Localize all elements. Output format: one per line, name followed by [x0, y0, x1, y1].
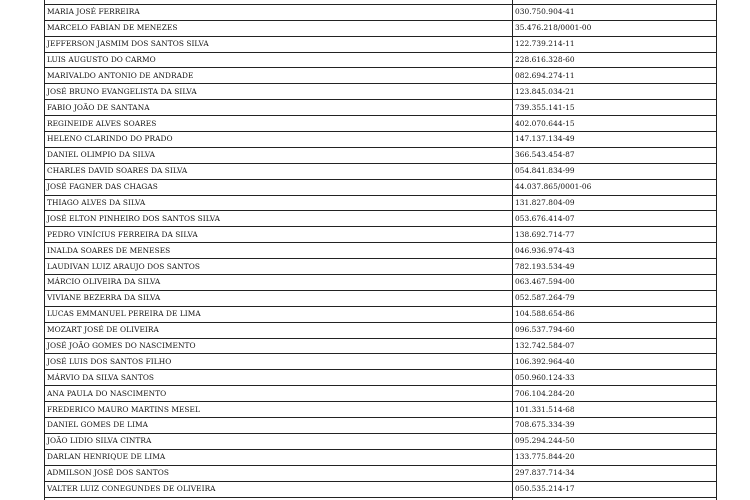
table-row [45, 338, 717, 354]
table-row [45, 402, 717, 418]
document-number-cell: 101.331.514-68 [513, 402, 717, 418]
table-row [45, 132, 717, 148]
document-number-cell: 708.675.334-39 [513, 418, 717, 434]
table-row [45, 100, 717, 116]
document-number-cell: 782.193.534-49 [513, 259, 717, 275]
person-name-cell: JOÃO LIDIO SILVA CINTRA [45, 433, 513, 449]
document-number-cell: 104.588.654-86 [513, 306, 717, 322]
table-row [45, 227, 717, 243]
person-name-cell: LAUDIVAN LUIZ ARAUJO DOS SANTOS [45, 259, 513, 275]
person-name-cell: VALTER LUIZ CONEGUNDES DE OLIVEIRA [45, 481, 513, 497]
table-row [45, 84, 717, 100]
table-row [45, 195, 717, 211]
document-number-cell: 739.355.141-15 [513, 100, 717, 116]
records-table-body [45, 0, 717, 500]
person-name-cell: HELENO CLARINDO DO PRADO [45, 132, 513, 148]
table-row [45, 211, 717, 227]
table-row [45, 306, 717, 322]
table-row [45, 290, 717, 306]
table-row [45, 386, 717, 402]
table-row [45, 163, 717, 179]
table-row [45, 275, 717, 291]
document-number-cell: 133.775.844-20 [513, 449, 717, 465]
document-number-cell: 228.616.328-60 [513, 52, 717, 68]
document-number-cell: 122.739.214-11 [513, 36, 717, 52]
table-row [45, 20, 717, 36]
person-name-cell: MARCELO FABIAN DE MENEZES [45, 20, 513, 36]
person-name-cell: JOSÉ FAGNER DAS CHAGAS [45, 179, 513, 195]
person-name-cell: JOSÉ ELTON PINHEIRO DOS SANTOS SILVA [45, 211, 513, 227]
table-row [45, 322, 717, 338]
document-number-cell: 138.692.714-77 [513, 227, 717, 243]
table-row [45, 147, 717, 163]
document-number-cell: 35.476.218/0001-00 [513, 20, 717, 36]
person-name-cell: LUCAS EMMANUEL PEREIRA DE LIMA [45, 306, 513, 322]
person-name-cell: MARIA JOSÉ FERREIRA [45, 4, 513, 20]
table-row [45, 243, 717, 259]
document-number-cell: 063.467.594-00 [513, 275, 717, 291]
document-number-cell: 123.845.034-21 [513, 84, 717, 100]
document-number-cell: 096.537.794-60 [513, 322, 717, 338]
person-name-cell: DANIEL OLIMPIO DA SILVA [45, 147, 513, 163]
document-number-cell: 402.070.644-15 [513, 116, 717, 132]
person-name-cell: THIAGO ALVES DA SILVA [45, 195, 513, 211]
document-number-cell: 147.137.134-49 [513, 132, 717, 148]
table-row [45, 68, 717, 84]
document-number-cell: 44.037.865/0001-06 [513, 179, 717, 195]
person-name-cell: FABIO JOÃO DE SANTANA [45, 100, 513, 116]
person-name-cell: MOZART JOSÉ DE OLIVEIRA [45, 322, 513, 338]
person-name-cell: DANIEL GOMES DE LIMA [45, 418, 513, 434]
person-name-cell: MÁRVIO DA SILVA SANTOS [45, 370, 513, 386]
table-row [45, 465, 717, 481]
records-table [44, 0, 717, 500]
person-name-cell: JOSÉ JOÃO GOMES DO NASCIMENTO [45, 338, 513, 354]
document-number-cell: 052.587.264-79 [513, 290, 717, 306]
document-number-cell: 030.750.904-41 [513, 4, 717, 20]
person-name-cell: ANA PAULA DO NASCIMENTO [45, 386, 513, 402]
document-number-cell: 046.936.974-43 [513, 243, 717, 259]
table-row [45, 52, 717, 68]
table-row [45, 36, 717, 52]
document-number-cell: 082.694.274-11 [513, 68, 717, 84]
person-name-cell: MARIVALDO ANTONIO DE ANDRADE [45, 68, 513, 84]
person-name-cell: CHARLES DAVID SOARES DA SILVA [45, 163, 513, 179]
person-name-cell: ADMILSON JOSÉ DOS SANTOS [45, 465, 513, 481]
table-row [45, 418, 717, 434]
table-row [45, 116, 717, 132]
table-row [45, 449, 717, 465]
person-name-cell: INALDA SOARES DE MENESES [45, 243, 513, 259]
document-number-cell: 106.392.964-40 [513, 354, 717, 370]
table-row [45, 433, 717, 449]
person-name-cell: DARLAN HENRIQUE DE LIMA [45, 449, 513, 465]
person-name-cell: JEFFERSON JASMIM DOS SANTOS SILVA [45, 36, 513, 52]
person-name-cell: MÁRCIO OLIVEIRA DA SILVA [45, 275, 513, 291]
document-number-cell: 297.837.714-34 [513, 465, 717, 481]
person-name-cell: JOSÉ LUIS DOS SANTOS FILHO [45, 354, 513, 370]
person-name-cell: LUIS AUGUSTO DO CARMO [45, 52, 513, 68]
document-number-cell: 131.827.804-09 [513, 195, 717, 211]
table-row [45, 354, 717, 370]
person-name-cell: PEDRO VINÍCIUS FERREIRA DA SILVA [45, 227, 513, 243]
document-number-cell: 132.742.584-07 [513, 338, 717, 354]
person-name-cell: JOSÉ BRUNO EVANGELISTA DA SILVA [45, 84, 513, 100]
document-number-cell: 050.535.214-17 [513, 481, 717, 497]
document-number-cell: 053.676.414-07 [513, 211, 717, 227]
document-number-cell: 706.104.284-20 [513, 386, 717, 402]
person-name-cell: VIVIANE BEZERRA DA SILVA [45, 290, 513, 306]
document-number-cell: 050.960.124-33 [513, 370, 717, 386]
table-row [45, 481, 717, 497]
table-row [45, 259, 717, 275]
table-row [45, 179, 717, 195]
person-name-cell: FREDERICO MAURO MARTINS MESEL [45, 402, 513, 418]
table-row [45, 4, 717, 20]
document-number-cell: 095.294.244-50 [513, 433, 717, 449]
person-name-cell: REGINEIDE ALVES SOARES [45, 116, 513, 132]
document-number-cell: 366.543.454-87 [513, 147, 717, 163]
document-number-cell: 054.841.834-99 [513, 163, 717, 179]
table-row [45, 370, 717, 386]
